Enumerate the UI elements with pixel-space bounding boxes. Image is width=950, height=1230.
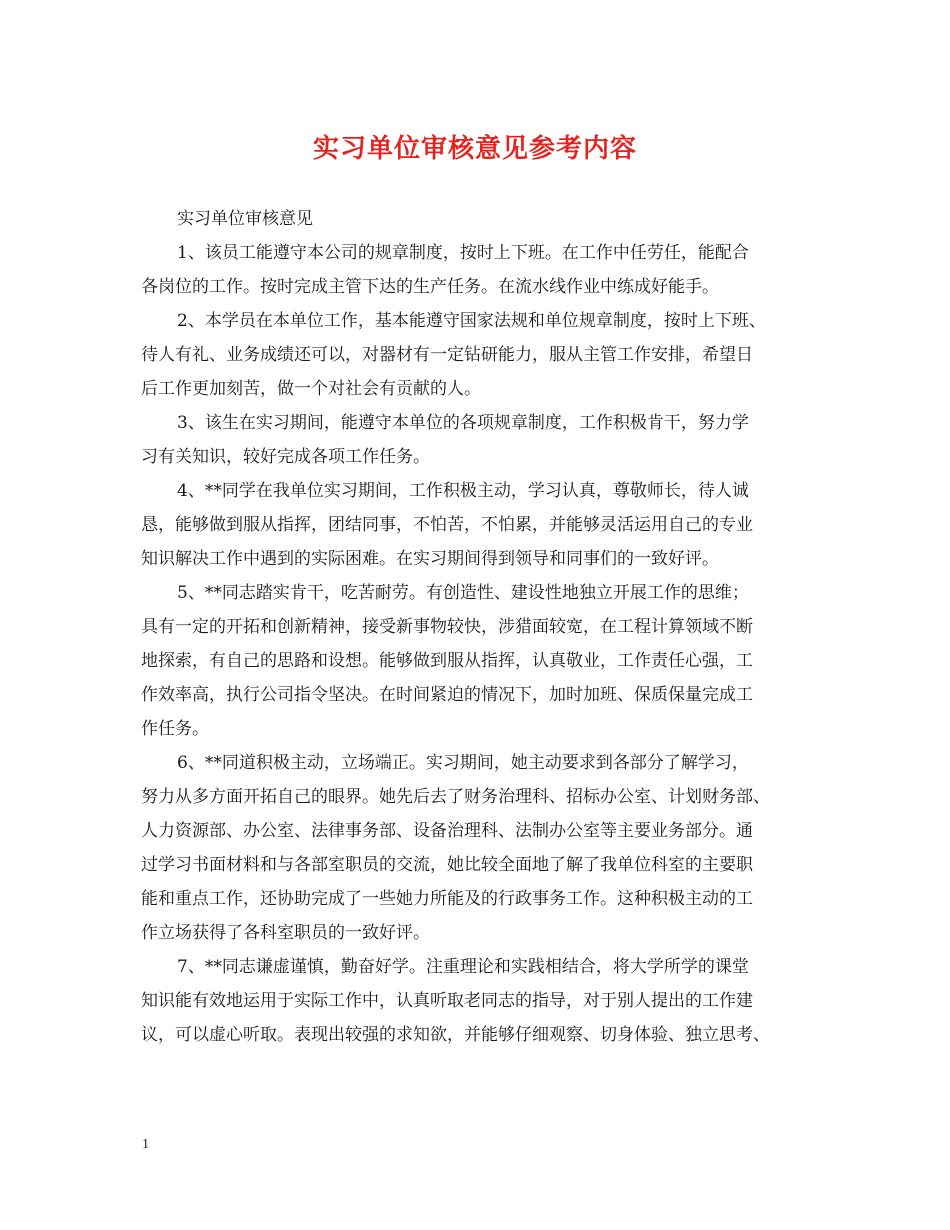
text-line: 习有关知识，较好完成各项工作任务。	[141, 447, 430, 467]
text-line: 地探索，有自己的思路和设想。能够做到服从指挥，认真敬业，工作责任心强，工	[141, 651, 753, 671]
text-line: 2、本学员在本单位工作，基本能遵守国家法规和单位规章制度，按时上下班、	[177, 311, 766, 331]
text-line: 恳，能够做到服从指挥，团结同事，不怕苦，不怕累，并能够灵活运用自己的专业	[141, 515, 753, 535]
text-line: 作任务。	[141, 719, 209, 739]
text-line: 6、**同道积极主动，立场端正。实习期间，她主动要求到各部分了解学习，	[177, 753, 749, 773]
text-line: 努力从多方面开拓自己的眼界。她先后去了财务治理科、招标办公室、计划财务部、	[141, 787, 770, 807]
text-line: 后工作更加刻苦，做一个对社会有贡献的人。	[141, 379, 481, 399]
text-line: 作立场获得了各科室职员的一致好评。	[141, 923, 430, 943]
text-line: 知识能有效地运用于实际工作中，认真听取老同志的指导，对于别人提出的工作建	[141, 991, 753, 1011]
text-line: 作效率高，执行公司指令坚决。在时间紧迫的情况下，加时加班、保质保量完成工	[141, 685, 753, 705]
document-body	[141, 202, 813, 1052]
page-number: 1	[142, 1137, 149, 1152]
text-line: 4、**同学在我单位实习期间，工作积极主动，学习认真，尊敬师长，待人诚	[177, 481, 749, 501]
text-line: 过学习书面材料和与各部室职员的交流，她比较全面地了解了我单位科室的主要职	[141, 855, 753, 875]
text-line: 待人有礼、业务成绩还可以，对器材有一定钻研能力，服从主管工作安排，希望日	[141, 345, 753, 365]
text-line: 具有一定的开拓和创新精神，接受新事物较快，涉猎面较宽，在工程计算领域不断	[141, 617, 753, 637]
text-line: 人力资源部、办公室、法律事务部、设备治理科、法制办公室等主要业务部分。通	[141, 821, 753, 841]
document-title: 实习单位审核意见参考内容	[312, 134, 637, 164]
text-line: 各岗位的工作。按时完成主管下达的生产任务。在流水线作业中练成好能手。	[141, 277, 719, 297]
text-line: 知识解决工作中遇到的实际困难。在实习期间得到领导和同事们的一致好评。	[141, 549, 719, 569]
text-line: 5、**同志踏实肯干，吃苦耐劳。有创造性、建设性地独立开展工作的思维；	[177, 583, 749, 603]
text-line: 议，可以虚心听取。表现出较强的求知欲，并能够仔细观察、切身体验、独立思考、	[141, 1025, 770, 1045]
text-line: 能和重点工作，还协助完成了一些她力所能及的行政事务工作。这种积极主动的工	[141, 889, 753, 909]
text-line: 3、该生在实习期间，能遵守本单位的各项规章制度，工作积极肯干，努力学	[177, 413, 749, 433]
text-line: 7、**同志谦虚谨慎，勤奋好学。注重理论和实践相结合，将大学所学的课堂	[177, 957, 749, 977]
text-line: 实习单位审核意见	[177, 209, 313, 229]
text-line: 1、该员工能遵守本公司的规章制度，按时上下班。在工作中任劳任，能配合	[177, 243, 749, 263]
